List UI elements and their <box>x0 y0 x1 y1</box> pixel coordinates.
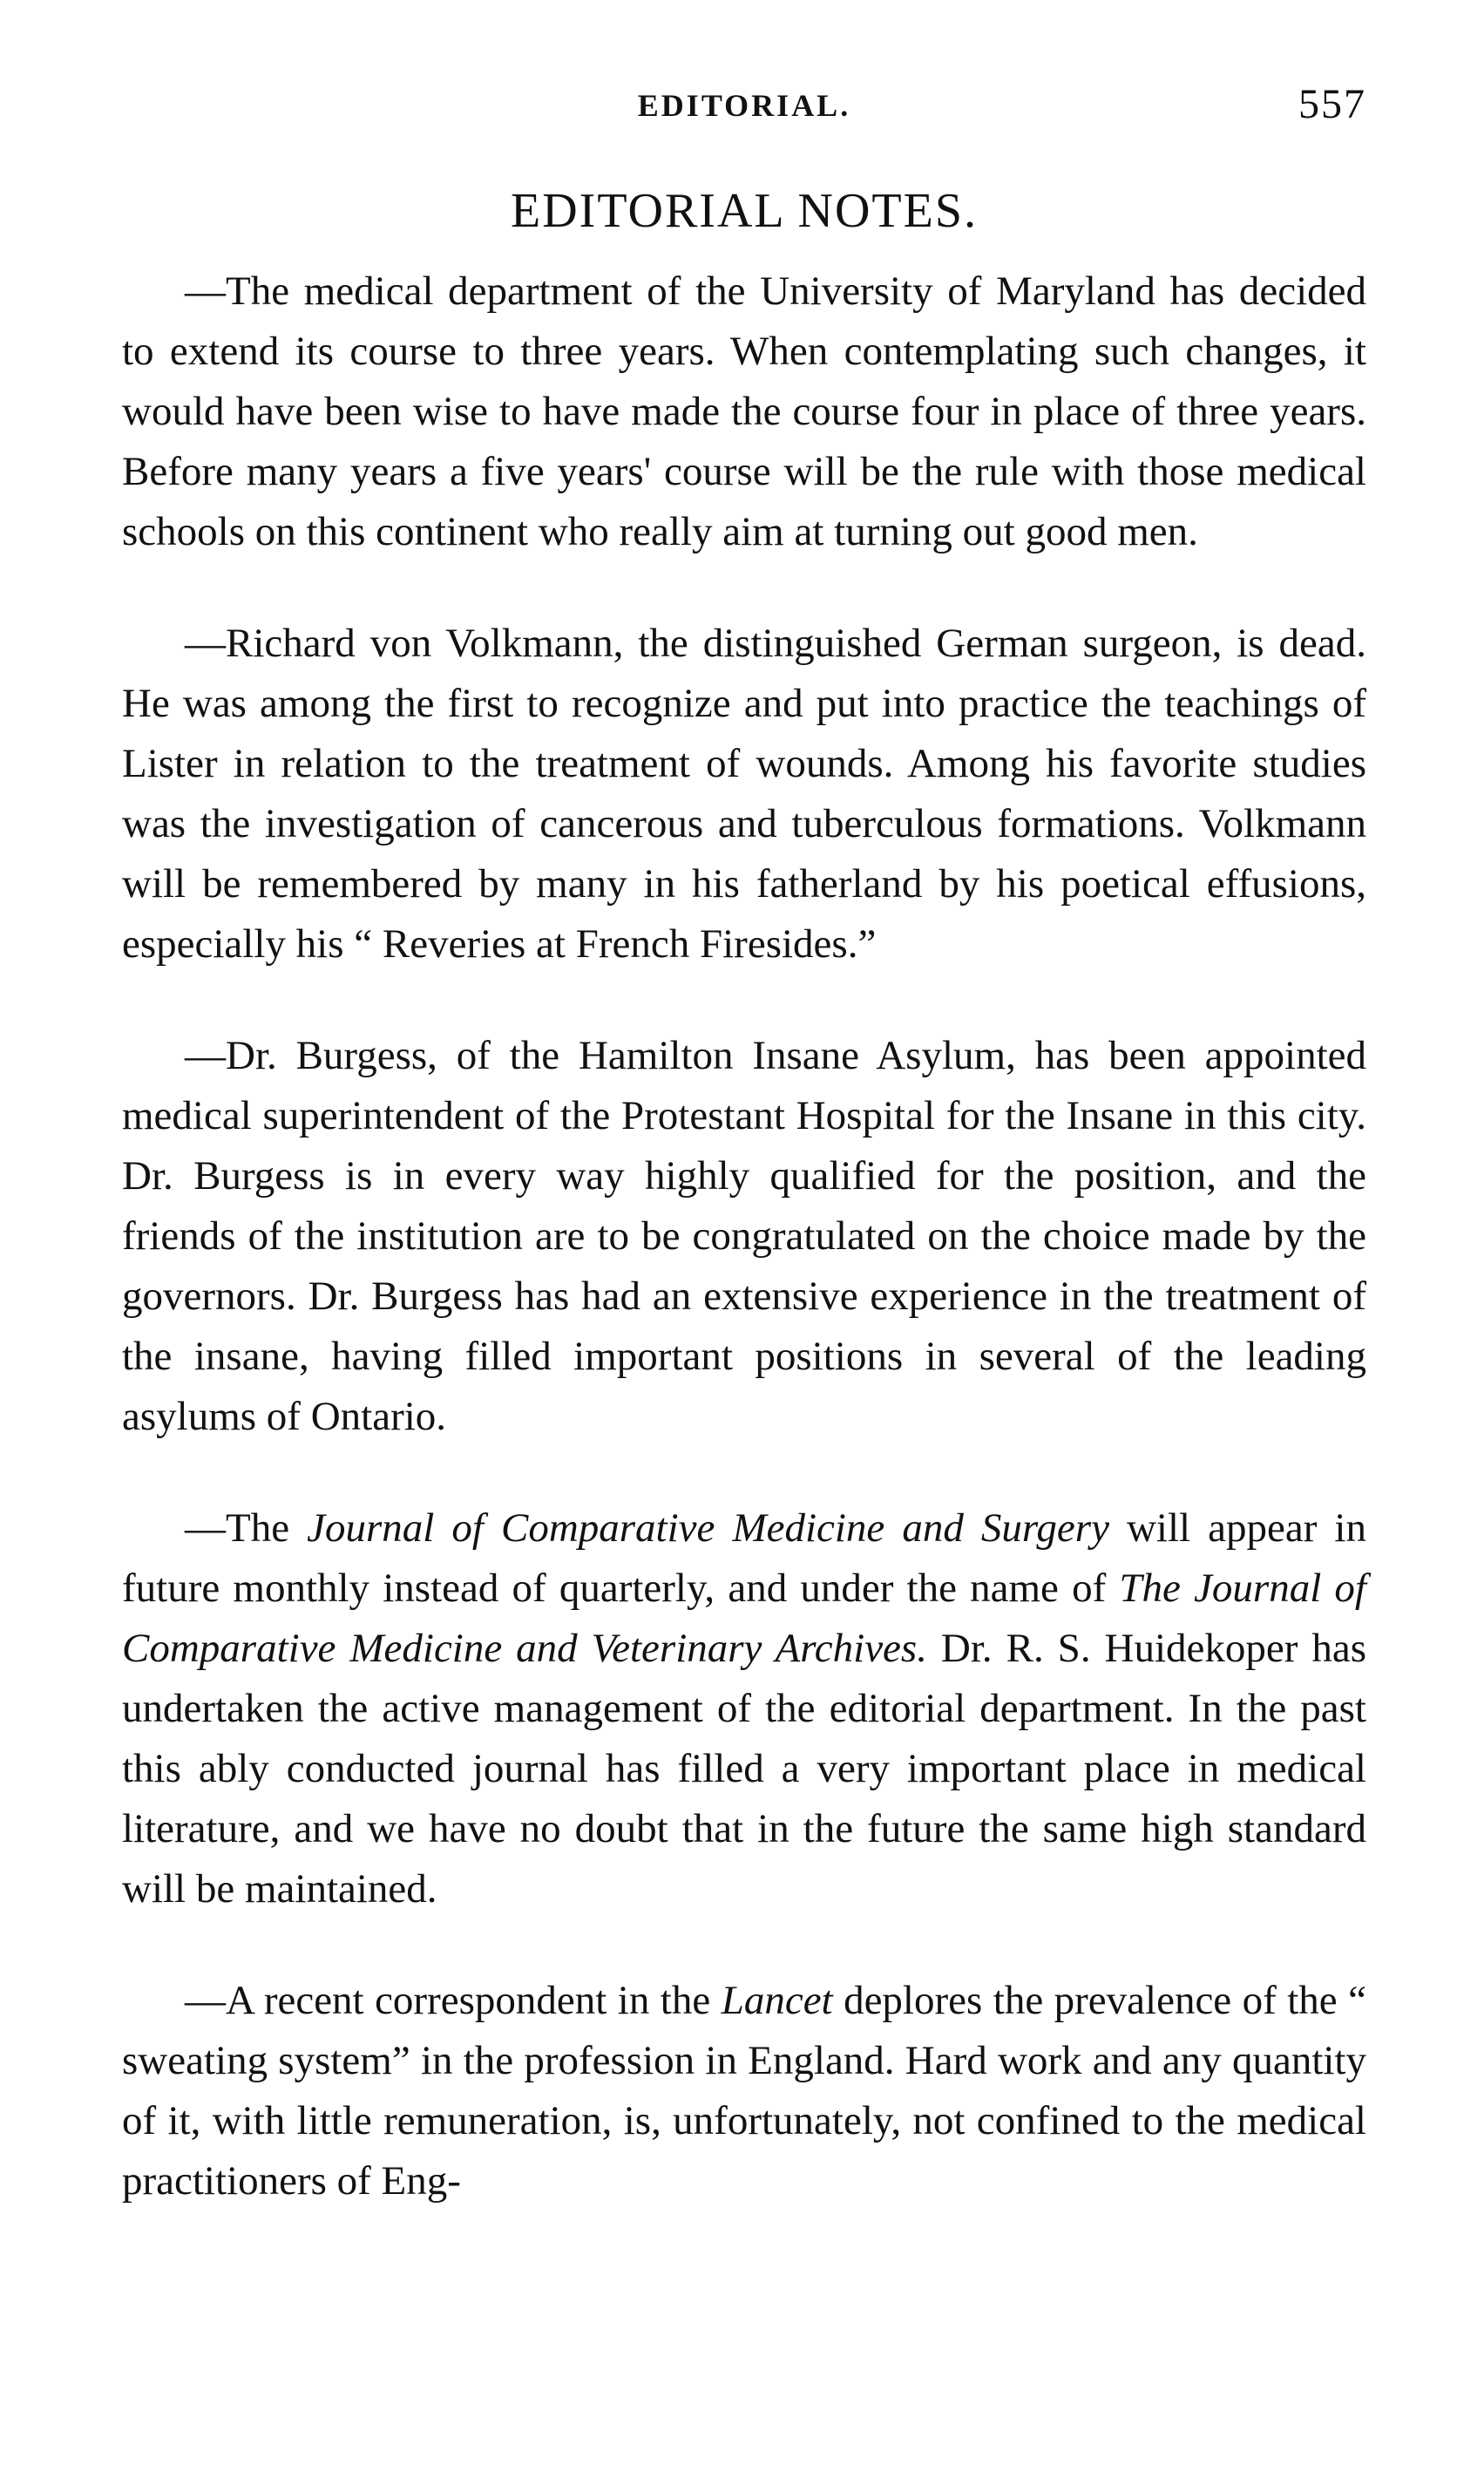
lancet-rest: deplores the prevalence of the “ sweating system” in the profession in England. Hard work and any quantity of it, with little remuneration, is, unfortunately, not confined to the medical practitioners of Eng- <box>122 1978 1366 2204</box>
lancet-lead: —A recent correspondent in the <box>185 1978 722 2023</box>
lancet-title: Lancet <box>721 1978 833 2023</box>
paragraph-lancet <box>122 1971 1366 2211</box>
paragraph-burgess: —Dr. Burgess, of the Hamilton Insane Asylum, has been appointed medical superintendent of the Protestant Hospital for the Insane in this city. Dr. Burgess is in every way highly qualified for the position, and the friends of the institution are to be congratulated on the choice made by the governors. Dr. Burgess has had an extensive experience in the treatment of the insane, having filled important positions in several of the leading asylums of Ontario. <box>122 1033 1366 1439</box>
running-head <box>122 81 1366 139</box>
paragraph-volkmann: —Richard von Volkmann, the distinguished German surgeon, is dead. He was among the first to recognize and put into practice the teachings of Lister in relation to the treatment of wounds. Among his favorite studies was the investigation of cancerous and tuberculous formations. Volkmann will be remembered by many in his fatherland by his poetical effusions, especially his “ Reveries at French Firesides.” <box>122 621 1366 967</box>
journal-rest: Dr. R. S. Huidekoper has undertaken the active management of the editorial department. In the past this ably conducted journal has filled a very important place in medical literature, and we have no doubt that in the future the same high standard will be maintained. <box>122 1626 1367 1912</box>
running-title: EDITORIAL. <box>637 88 851 123</box>
paragraph-journal <box>122 1498 1366 1919</box>
paragraph-maryland: —The medical department of the University of Maryland has decided to extend its course to three years. When contemplating such changes, it would have been wise to have made the course four in place of three years. Before many years a five years' course will be the rule with those medical schools on this continent who really aim at turning out good men. <box>122 268 1366 554</box>
journal-new-title: The Journal of Comparative Medicine and Veterinary Archives. <box>122 1566 1366 1671</box>
journal-lead: —The <box>185 1505 308 1551</box>
journal-old-title: Journal of Comparative Medicine and Surgery <box>307 1505 1109 1551</box>
section-heading: EDITORIAL NOTES. <box>511 184 978 238</box>
page-number: 557 <box>1298 81 1366 127</box>
journal-mid: will appear in future monthly instead of quarterly, and under the name of <box>122 1505 1366 1611</box>
body-text <box>122 262 1366 2263</box>
